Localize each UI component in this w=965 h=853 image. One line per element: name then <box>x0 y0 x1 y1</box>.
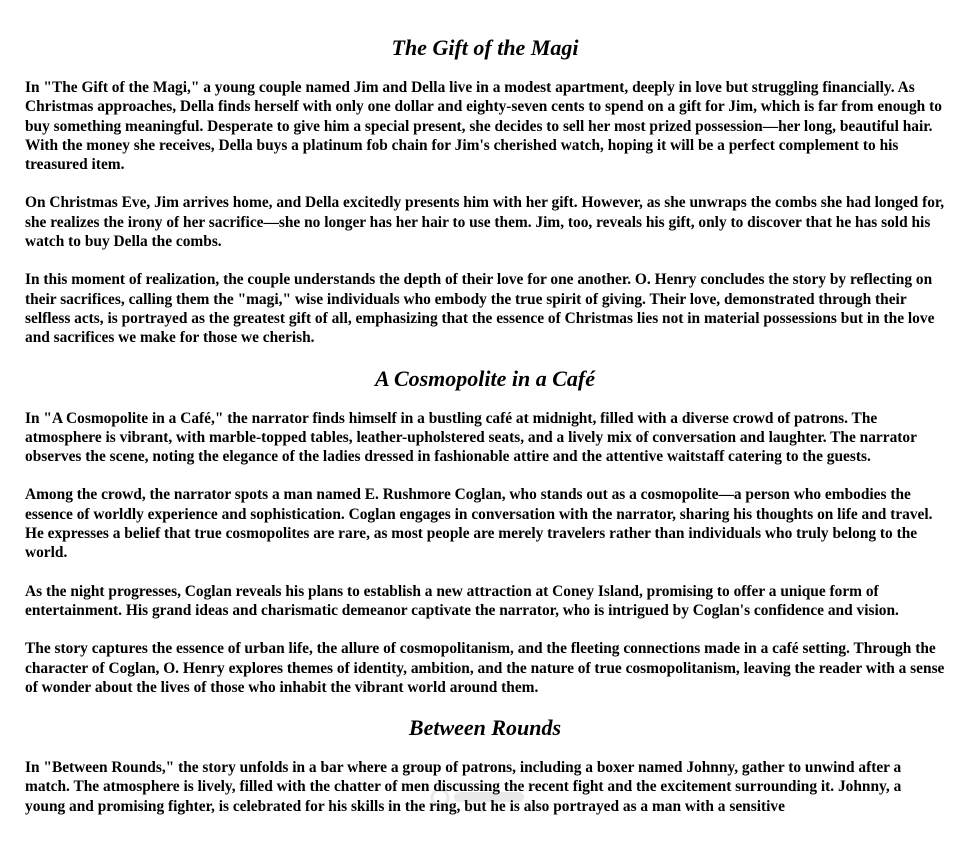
paragraph: In "Between Rounds," the story unfolds in a bar where a group of patrons, including a boxer named Johnny, gather to unwind after a match. The atmosphere is lively, filled with the chatter of men discussing the recent fight and the excitement surrounding it. Johnny, a young and promising fighter, is celebrated for his skills in the ring, but he is also portrayed as a man with a sensitive <box>25 759 902 815</box>
paragraph: Among the crowd, the narrator spots a man named E. Rushmore Coglan, who stands out as a cosmopolite—a person who embodies the essence of worldly experience and sophistication. Coglan engages in conversation with the narrator, sharing his thoughts on life and travel. He expresses a belief that true cosmopolites are rare, as most people are merely travelers rather than individuals who truly belong to the world. <box>25 486 933 562</box>
story-title-cosmopolite-in-a-cafe: A Cosmopolite in a Café <box>374 365 596 391</box>
paragraph: As the night progresses, Coglan reveals his plans to establish a new attraction at Coney Island, promising to offer a unique form of entertainment. His grand ideas and charismatic demeanor captivate the narrator, who is intrigued by Coglan's confidence and vision. <box>25 582 899 619</box>
paragraph: In "A Cosmopolite in a Café," the narrator finds himself in a bustling café at midnight, filled with a diverse crowd of patrons. The atmosphere is vibrant, with marble-topped tables, leather-upholstered seats, and a lively mix of conversation and laughter. The narrator observes the scene, noting the elegance of the ladies dressed in fashionable attire and the attentive waitstaff catering to the guests. <box>25 409 917 466</box>
story-title-gift-of-the-magi: The Gift of the Magi <box>391 35 579 60</box>
paragraph: In "The Gift of the Magi," a young couple named Jim and Della live in a modest apartment, deeply in love but struggling financially. As Christmas approaches, Della finds herself with only one dollar and eighty-seven cents to spend on a gift for Jim, which is far from enough to buy something meaningful. Desperate to give him a special present, she decides to sell her most prized possession—her long, beautiful hair. With the money she receives, Della buys a platinum fob chain for Jim's cherished watch, hoping it will be a perfect complement to his treasured item. <box>25 79 942 174</box>
paragraph: The story captures the essence of urban life, the allure of cosmopolitanism, and the fleeting connections made in a café setting. Through the character of Coglan, O. Henry explores themes of identity, ambition, and the nature of true cosmopolitanism, leaving the reader with a sense of wonder about the lives of those who inhabit the vibrant world around them. <box>25 640 945 696</box>
paragraph: On Christmas Eve, Jim arrives home, and Della excitedly presents him with her gift. However, as she unwraps the combs she had longed for, she realizes the irony of her sacrifice—she no longer has her hair to use them. Jim, too, reveals his gift, only to discover that he has sold his watch to buy Della the combs. <box>25 194 945 251</box>
story-title-between-rounds: Between Rounds <box>408 715 562 741</box>
paragraph: In this moment of realization, the couple understands the depth of their love for one another. O. Henry concludes the story by reflecting on their sacrifices, calling them the "magi," wise individuals who embody the true spirit of giving. Their love, demonstrated through their selfless acts, is portrayed as the greatest gift of all, emphasizing that the essence of Christmas lies not in material possessions but in the love and sacrifices we make for those we cherish. <box>25 271 935 347</box>
